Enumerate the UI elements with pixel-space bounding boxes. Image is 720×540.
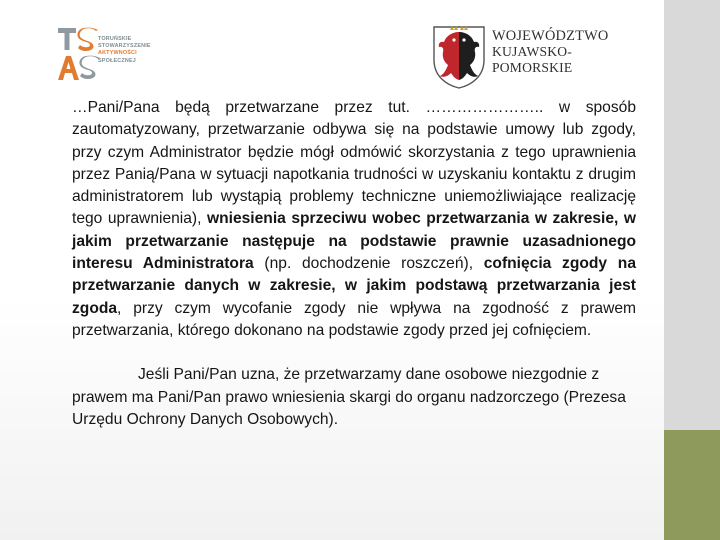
tsas-line-1: TORUŃSKIE: [98, 36, 132, 42]
paragraph-rights-text-3: , przy czym wycofanie zgody nie wpływa na zgodność z prawem przetwarzania, którego dokonano na podstawie zgody przed jej cofnięciem.: [72, 299, 636, 339]
paragraph-rights: [72, 97, 636, 342]
paragraph-rights-bold-1: wniesienia sprzeciwu wobec przetwarzania w zakresie, w jakim przetwarzanie następuje na podstawie prawnie uzasadnionego interesu Administratora: [72, 210, 637, 273]
coat-of-arms-icon: [430, 24, 488, 90]
right-sidebar-decoration: [664, 0, 720, 540]
paragraph-rights-text-1: …Pani/Pana będą przetwarzane przez tut. ………………….. w sposób zautomatyzowany, przetwarzanie odbywa się na podstawie umowy lub zgody, przy czym Administrator będzie mógł odmówić skorzystania z tego uprawnienia przez Panią/Pana w sytuacji napotkania trudności w uzyskaniu kontaktu z drugim administratorem lub wystąpią problemy techniczne uniemożliwiające realizację tego uprawnienia),: [72, 99, 636, 228]
sidebar-green-strip: [664, 430, 720, 540]
paragraph-complaint: Jeśli Pani/Pan uzna, że przetwarzamy dane osobowe niezgodnie z prawem ma Pani/Pan prawo wniesienia skargi do organu nadzorczego (Prezesa Urzędu Ochrony Danych Osobowych).: [72, 366, 626, 428]
sidebar-gray-strip: [664, 0, 720, 430]
voivodeship-name-line-1: WOJEWÓDZTWO: [492, 28, 609, 44]
tsas-logo-text: [98, 36, 168, 65]
tsas-line-4: SPOŁECZNEJ: [98, 57, 136, 64]
voivodeship-name-line-2: KUJAWSKO-POMORSKIE: [492, 44, 573, 75]
paragraph-rights-bold-2: cofnięcia zgody na przetwarzanie danych w zakresie, w jakim podstawą przetwarzania jest zgoda: [72, 255, 636, 317]
tsas-line-3: AKTYWNOŚCI: [98, 50, 137, 57]
tsas-logo: [56, 26, 166, 82]
tsas-line-2: STOWARZYSZENIE: [98, 43, 151, 50]
tsas-logo-mark: [56, 26, 100, 82]
document-body: [72, 97, 636, 431]
voivodeship-name: [492, 28, 648, 76]
paragraph-rights-text-2: (np. dochodzenie roszczeń),: [253, 255, 484, 273]
voivodeship-logo: [424, 20, 648, 92]
